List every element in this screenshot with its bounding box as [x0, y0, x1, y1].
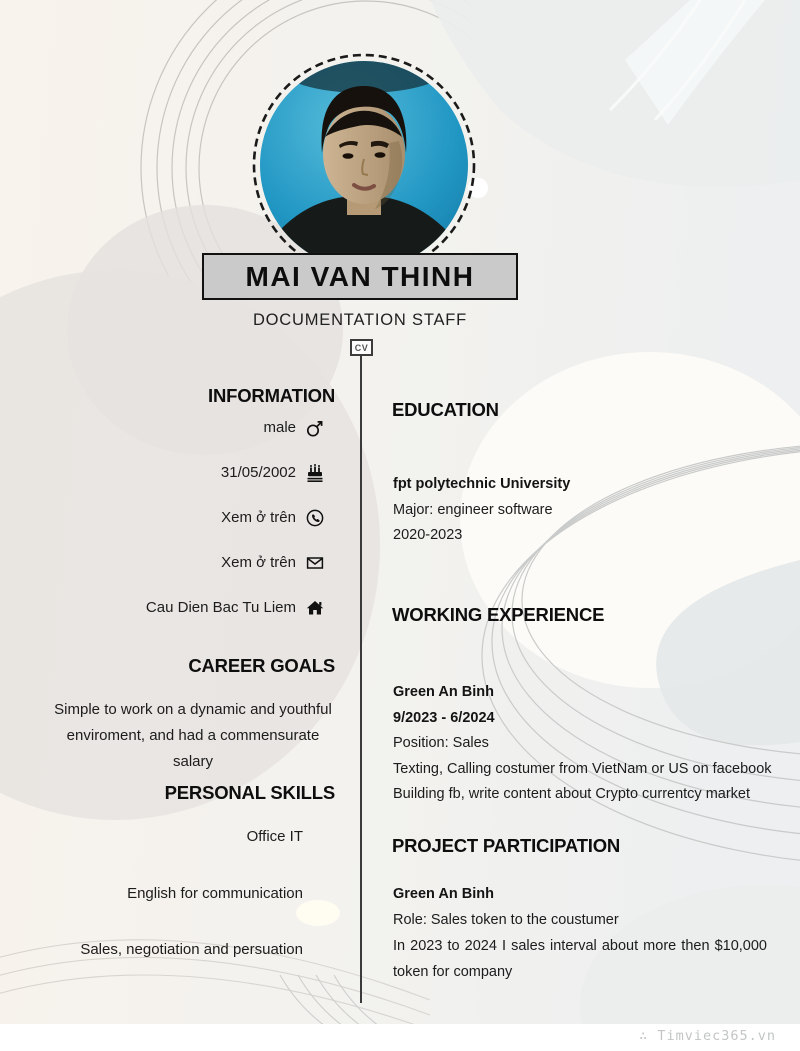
job-title: DOCUMENTATION STAFF [252, 311, 468, 329]
education-years: 2020-2023 [393, 527, 463, 543]
home-icon [305, 598, 325, 618]
birthday-cake-icon [305, 463, 325, 483]
information-list [40, 405, 335, 630]
project-role: Role: Sales token to the coustumer [393, 912, 619, 928]
career-goals-line: enviroment, and had a commensurate salary [66, 727, 320, 770]
work-company: Green An Binh [393, 684, 494, 700]
email-value: Xem ở trên [221, 554, 296, 571]
gender-value: male [263, 419, 296, 436]
envelope-icon [305, 553, 325, 573]
information-heading: INFORMATION [208, 385, 335, 406]
education-major: Major: engineer software [393, 501, 553, 518]
work-duty: Texting, Calling costumer from VietNam or US on facebook [393, 760, 772, 777]
phone-value: Xem ở trên [221, 509, 296, 526]
phone-icon [305, 508, 325, 528]
education-block [393, 472, 773, 549]
info-row-gender [40, 405, 335, 450]
project-participation-block [393, 881, 767, 985]
info-row-address [40, 585, 335, 630]
portrait-image [260, 61, 468, 269]
work-period: 9/2023 - 6/2024 [393, 709, 495, 726]
name-banner [202, 253, 518, 300]
work-duty: Building fb, write content about Crypto currentcy market [393, 786, 751, 802]
address-value: Cau Dien Bac Tu Liem [145, 599, 296, 616]
footer-brand: ∴ Timviec365.vn [639, 1028, 776, 1044]
skill-item: English for communication [127, 885, 303, 902]
profile-photo [252, 53, 476, 277]
work-position: Position: Sales [393, 735, 489, 751]
skill-item: Sales, negotiation and persuation [80, 941, 303, 958]
info-row-phone [40, 495, 335, 540]
project-name: Green An Binh [393, 886, 494, 902]
working-experience-block [393, 680, 773, 808]
working-experience-heading: WORKING EXPERIENCE [392, 604, 605, 625]
cv-badge: CV [350, 339, 373, 356]
full-name: MAI VAN THINH [245, 260, 475, 292]
skill-item: Office IT [246, 828, 303, 845]
project-detail-line: In 2023 to 2024 I sales interval about more then $10,000 [393, 938, 767, 954]
career-goals-line: Simple to work on a dynamic and youthful [54, 701, 332, 718]
personal-skills-heading: PERSONAL SKILLS [164, 782, 335, 803]
project-detail-line: token for company [393, 964, 513, 980]
info-row-birthday [40, 450, 335, 495]
education-heading: EDUCATION [392, 399, 499, 420]
birthday-value: 31/05/2002 [220, 464, 296, 481]
project-participation-heading: PROJECT PARTICIPATION [392, 835, 621, 856]
male-icon [305, 418, 325, 438]
column-divider [360, 356, 362, 1003]
info-row-email [40, 540, 335, 585]
education-school: fpt polytechnic University [393, 476, 571, 492]
career-goals-text [48, 697, 338, 775]
career-goals-heading: CAREER GOALS [188, 655, 335, 676]
